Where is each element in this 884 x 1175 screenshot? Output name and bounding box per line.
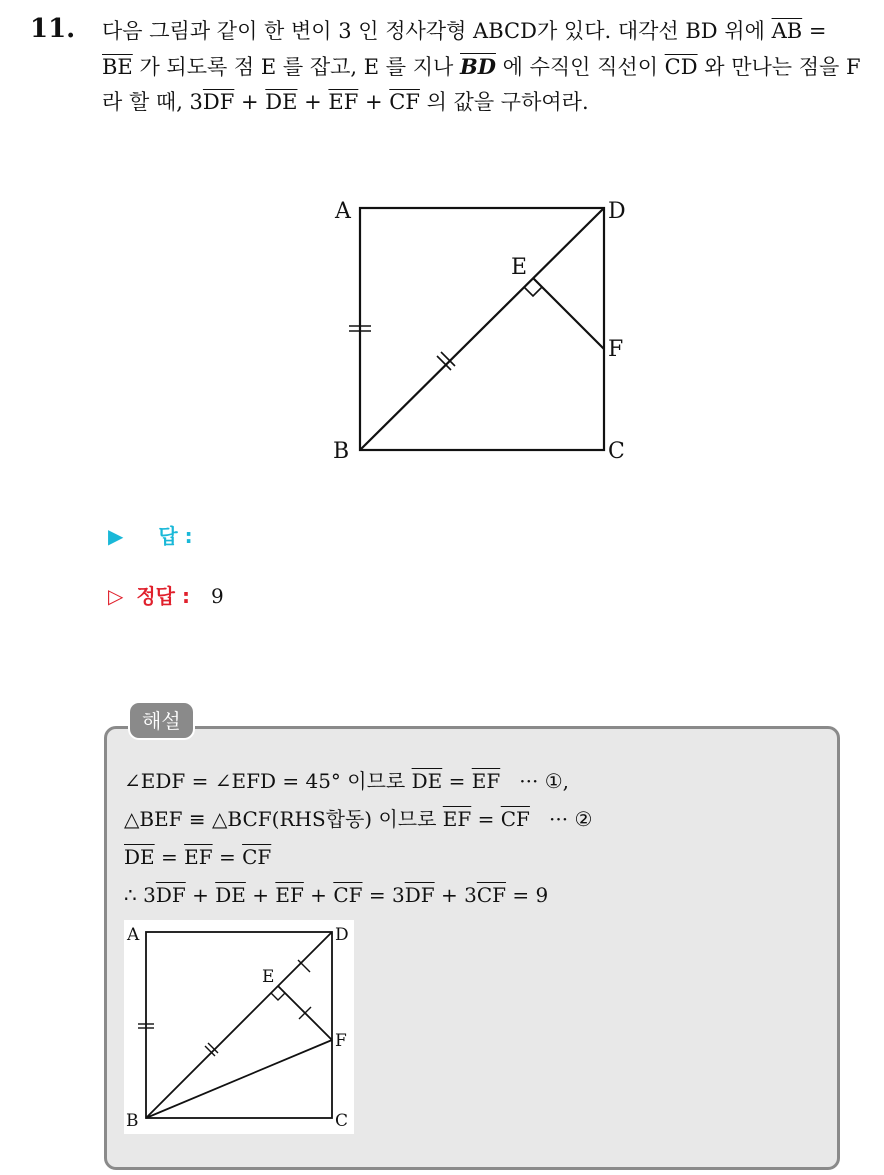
text-run: = xyxy=(471,807,501,831)
segment-label: $\overline{DE}$ xyxy=(411,769,443,793)
text-run: ∴ 3 xyxy=(124,883,156,907)
text-run: = xyxy=(442,769,472,793)
segment-label: $\overline{AB}$ xyxy=(771,19,803,43)
label-e: E xyxy=(511,255,528,280)
segment-label: $\overline{CD}$ xyxy=(664,55,698,79)
text-run: ··· ①, xyxy=(500,769,570,793)
text-run: ··· ② xyxy=(529,807,593,831)
solution-line-4 xyxy=(124,876,824,914)
segment-label: $\overline{BD}$ xyxy=(460,54,496,79)
segment-label: $\overline{BE}$ xyxy=(102,55,133,79)
problem-number: 11. xyxy=(30,14,76,44)
solution-line-1 xyxy=(124,762,824,800)
segment-ef xyxy=(533,278,604,349)
label-f: F xyxy=(608,337,624,362)
text-run: 의 값을 구하여라. xyxy=(419,90,589,114)
segment-label: $\overline{CF}$ xyxy=(500,807,530,831)
label-b: B xyxy=(333,439,350,464)
text-run: + xyxy=(358,90,390,114)
label-f-2: F xyxy=(335,1031,347,1051)
segment-label: $\overline{CF}$ xyxy=(389,90,420,114)
segment-label: $\overline{DF}$ xyxy=(155,883,186,907)
right-angle-mark xyxy=(524,287,542,296)
segment-label: $\overline{EF}$ xyxy=(442,807,472,831)
segment-bf-2 xyxy=(146,1040,332,1118)
text-run: = 3 xyxy=(362,883,405,907)
segment-label: $\overline{EF}$ xyxy=(184,845,213,869)
solution-line-3 xyxy=(124,838,824,876)
label-e-2: E xyxy=(262,967,275,987)
tick-de-2 xyxy=(298,960,310,972)
text-run: + xyxy=(297,90,329,114)
text-run: = xyxy=(802,19,827,43)
solution-line-2 xyxy=(124,800,824,838)
label-d-2: D xyxy=(335,925,349,945)
label-b-2: B xyxy=(126,1111,139,1131)
segment-label: $\overline{EF}$ xyxy=(275,883,304,907)
text-run: + xyxy=(185,883,216,907)
problem-text xyxy=(102,14,862,120)
correct-marker-icon: ▷ xyxy=(108,584,124,608)
text-run: △BEF ≡ △BCF(RHS합동) 이므로 xyxy=(124,807,443,831)
label-a: A xyxy=(335,199,351,224)
solution-lines xyxy=(124,762,824,914)
segment-label: $\overline{CF}$ xyxy=(476,883,507,907)
diagonal-bd-2 xyxy=(146,932,332,1118)
text-run: + xyxy=(303,883,334,907)
segment-label: $\overline{EF}$ xyxy=(471,769,501,793)
right-angle-mark-2 xyxy=(271,993,285,1000)
solution-figure xyxy=(124,920,354,1134)
segment-label: $\overline{DF}$ xyxy=(404,883,435,907)
answer-label: 답 : xyxy=(158,524,193,548)
correct-value: 9 xyxy=(210,584,224,608)
label-a-2: A xyxy=(127,925,140,945)
segment-label: $\overline{CF}$ xyxy=(242,845,272,869)
text-run: 가 되도록 점 E 를 잡고, E 를 지나 xyxy=(132,55,460,79)
text-run: 와 만나는 점을 F 라 할 때, 3 xyxy=(102,55,861,114)
correct-answer-row xyxy=(108,580,224,609)
text-run: 에 수직인 직선이 xyxy=(495,55,665,79)
square-figure xyxy=(325,190,635,465)
segment-label: $\overline{DF}$ xyxy=(202,90,235,114)
label-c-2: C xyxy=(335,1111,349,1131)
segment-label: $\overline{CF}$ xyxy=(333,883,363,907)
text-run: = xyxy=(212,845,243,869)
text-run: + 3 xyxy=(434,883,477,907)
segment-label: $\overline{DE}$ xyxy=(124,845,155,869)
label-d: D xyxy=(608,199,626,224)
text-run: + xyxy=(234,90,266,114)
diagonal-bd xyxy=(360,208,604,450)
segment-label: $\overline{DE}$ xyxy=(215,883,246,907)
text-run: = 9 xyxy=(506,883,549,907)
solution-tab: 해설 xyxy=(130,703,193,738)
segment-label: $\overline{EF}$ xyxy=(328,90,359,114)
text-run: = xyxy=(154,845,185,869)
segment-label: $\overline{DE}$ xyxy=(265,90,298,114)
text-run: 다음 그림과 같이 한 변이 3 인 정사각형 ABCD가 있다. 대각선 BD 위에 xyxy=(102,19,772,43)
label-c: C xyxy=(608,439,625,464)
answer-marker-icon: ▶ xyxy=(108,524,124,548)
correct-label: 정답 : xyxy=(136,584,190,608)
answer-row xyxy=(108,520,193,549)
text-run: + xyxy=(245,883,276,907)
text-run: ∠EDF = ∠EFD = 45° 이므로 xyxy=(124,769,412,793)
